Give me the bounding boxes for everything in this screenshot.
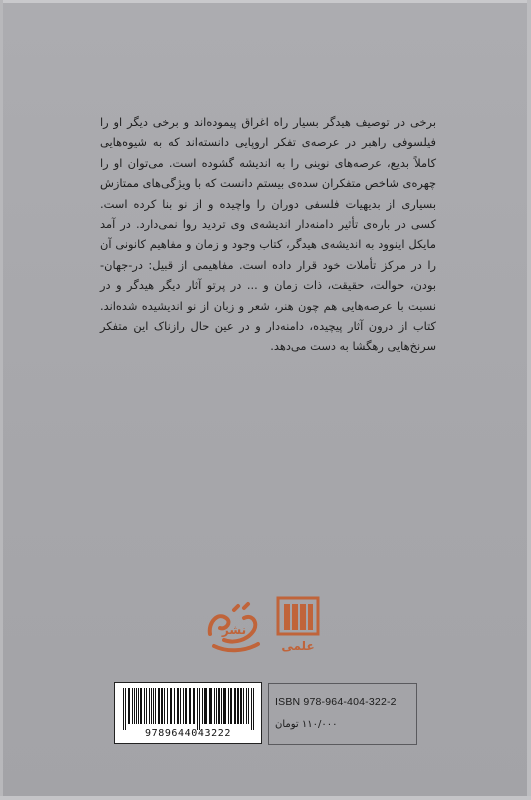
barcode-bar [132,688,133,724]
barcode-bar [161,688,163,724]
barcode-bar [214,688,215,724]
barcode-bar [228,688,229,724]
elmi-logo-text: علمی [281,639,315,653]
barcode-bar [170,688,172,724]
cover-edge-right [527,0,531,800]
barcode-bar [134,688,135,724]
barcode-bar [240,688,242,724]
barcode-digits: 9789644043222 [144,728,232,739]
elmi-logo-icon [276,596,320,658]
nashr-dots [234,604,248,610]
isbn-number: ISBN 978-964-404-322-2 [275,696,397,708]
barcode-bar [234,688,236,724]
barcode [114,682,262,744]
blurb-paragraph: برخی در توصیف هیدگر بسیار راه اغراق پیموده‌اند و برخی دیگر او را فیلسوفی راهبر در عرصه‌ی تفکر اروپایی دانسته‌اند که به شیوه‌هایی کاملاً بدیع، عرصه‌های نوینی را به اندیشه گشوده است. می‌توان او را چهره‌ی شاخص متفکران سده‌ی بیستم دانست که با ویژگی‌های ممتازش بسیاری از بدیهیات فلسفی دوران را واچیده و از نو بنا کرده است. کسی در باره‌ی تأثیر دامنه‌دار اندیشه‌ی وی تردید روا نمی‌دارد. در آمد مایکل اینوود به اندیشه‌ی هیدگر، کتاب وجود و زمان و مفاهیم کانونی آن را در مرکز تأملات خود قرار داده است. مفاهیمی از قبیل: در-جهان-بودن، حوالت، حقیقت، ذات زمان و ... در پرتو آثار دیگر هیدگر و در نسبت با عرصه‌هایی هم چون هنر، شعر و زبان از نو اندیشیده شده‌اند. کتاب از درون آثار پیچیده، دامنه‌دار و در عین حال رازناک این متفکر سرنخ‌هایی رهگشا به دست می‌دهد. [100,115,436,354]
cover-edge-left [0,0,3,800]
barcode-bar [202,688,203,724]
barcode-bar [209,688,212,724]
barcode-bar [237,688,239,724]
barcode-bar [216,688,217,724]
barcode-guard-bar [123,688,124,730]
barcode-bar [180,688,181,724]
barcode-bar [146,688,147,724]
barcode-guard-bar [199,688,200,730]
barcode-bar [153,688,154,724]
barcode-guard-bar [253,688,254,730]
barcode-bar [189,688,191,724]
nashr-logo-icon [204,600,264,654]
elmi-book-4 [308,604,313,630]
cover-edge-bottom [0,796,531,800]
barcode-bar [140,688,142,724]
barcode-bar [136,688,137,724]
barcode-guard-bar [197,688,198,730]
barcode-bar [248,688,249,724]
cover-edge-top [0,0,531,3]
nashr-stroke-3 [214,644,258,650]
barcode-bar [149,688,150,724]
barcode-bar [243,688,244,724]
barcode-bar [177,688,179,724]
barcode-bar [167,688,168,724]
publisher-logos [200,596,330,660]
nashr-logo-text: نشر [221,623,247,637]
barcode-bar [204,688,207,724]
barcode-bar [151,688,152,724]
barcode-bar [183,688,184,724]
barcode-bars [121,688,255,730]
blurb-text-block [100,112,436,357]
barcode-bar [164,688,165,724]
barcode-bar [185,688,187,724]
elmi-book-3 [300,604,306,630]
barcode-bar [193,688,195,724]
barcode-bar [223,688,226,724]
barcode-guard-bar [125,688,126,730]
price-label: ۱۱۰/۰۰۰ تومان [275,719,338,730]
barcode-bar [128,688,130,724]
barcode-bar [138,688,139,724]
elmi-book-1 [284,604,290,630]
barcode-bar [155,688,156,724]
elmi-book-2 [292,604,298,630]
barcode-bar [144,688,145,724]
barcode-bar [174,688,175,724]
barcode-bar [221,688,222,724]
barcode-bar [246,688,247,724]
barcode-bar [218,688,220,724]
barcode-bar [158,688,160,724]
barcode-guard-bar [251,688,252,730]
barcode-bar [230,688,232,724]
isbn-price-box [268,683,417,745]
